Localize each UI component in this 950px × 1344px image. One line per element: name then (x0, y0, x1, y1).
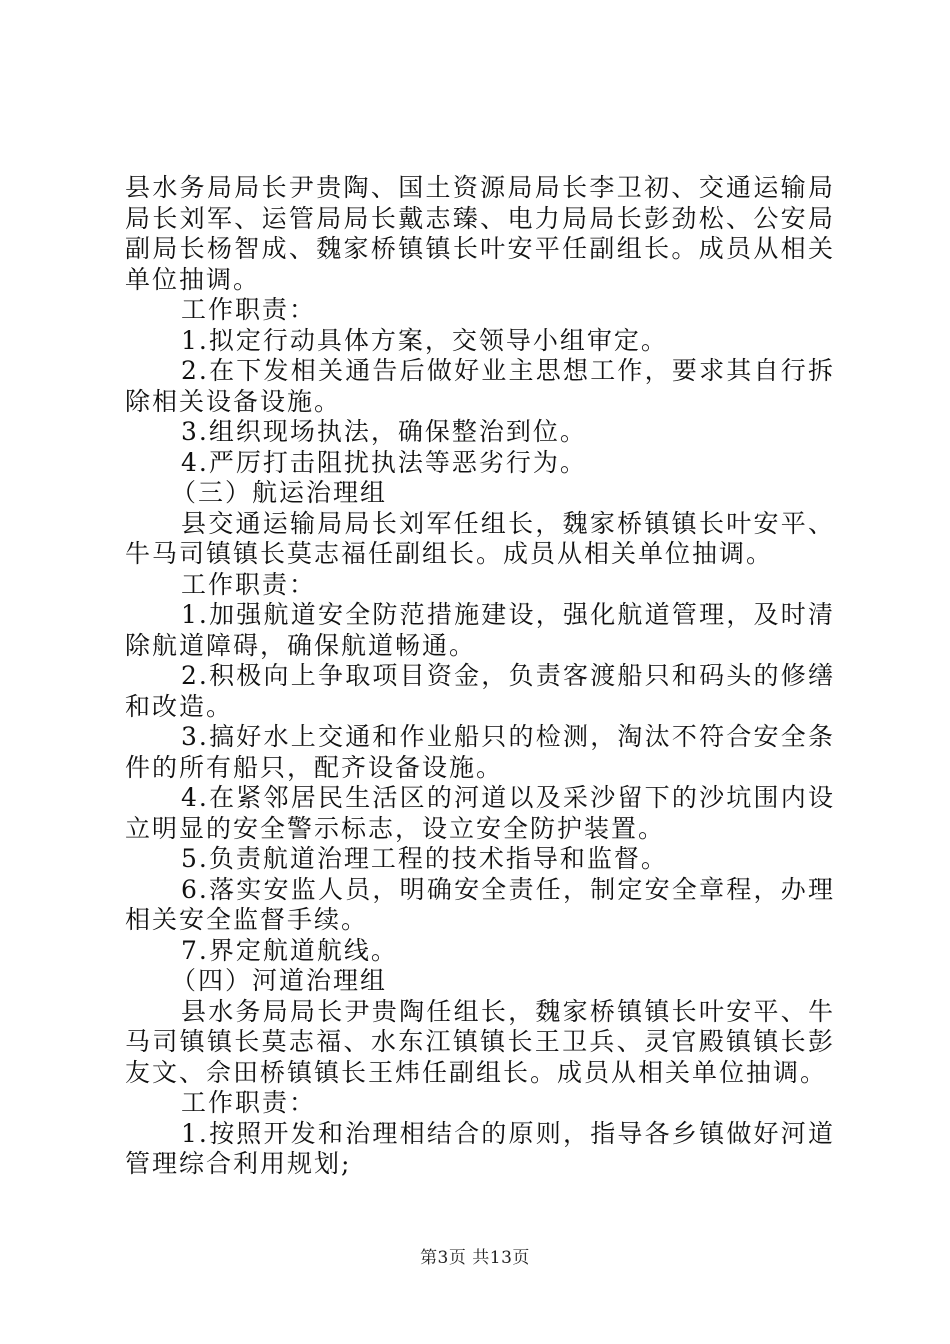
paragraph-duty-item: 3.搞好水上交通和作业船只的检测，淘汰不符合安全条件的所有船只，配齐设备设施。 (125, 722, 835, 782)
paragraph-duty-item: 1.加强航道安全防范措施建设，强化航道管理，及时清除航道障碍，确保航道畅通。 (125, 600, 835, 660)
paragraph-duties-label: 工作职责： (181, 295, 317, 324)
paragraph-duties-label: 工作职责： (181, 1088, 317, 1117)
paragraph-members: 县交通运输局局长刘军任组长，魏家桥镇镇长叶安平、牛马司镇镇长莫志福任副组长。成员从相关单位抽调。 (125, 508, 835, 568)
paragraph-duty-item: 1.拟定行动具体方案，交领导小组审定。 (181, 325, 668, 355)
paragraph-duty-item: 1.按照开发和治理相结合的原则，指导各乡镇做好河道管理综合利用规划; (125, 1118, 835, 1178)
paragraph-duty-item: 2.积极向上争取项目资金，负责客渡船只和码头的修缮和改造。 (125, 661, 835, 721)
paragraph-duty-item: 3.组织现场执法，确保整治到位。 (181, 417, 587, 446)
paragraph-members: 县水务局局长尹贵陶任组长，魏家桥镇镇长叶安平、牛马司镇镇长莫志福、水东江镇镇长王卫兵、灵官殿镇镇长彭友文、佘田桥镇镇长王炜任副组长。成员从相关单位抽调。 (125, 996, 835, 1087)
paragraph-duty-item: 5.负责航道治理工程的技术指导和监督。 (181, 844, 668, 873)
paragraph-duty-item: 7.界定航道航线。 (181, 935, 398, 965)
section-heading-river: （四）河道治理组 (171, 966, 388, 995)
paragraph-duty-item: 4.严厉打击阻扰执法等恶劣行为。 (181, 447, 587, 477)
paragraph-duty-item: 4.在紧邻居民生活区的河道以及采沙留下的沙坑围内设立明显的安全警示标志，设立安全防护装置。 (125, 783, 835, 843)
paragraph-continuation: 县水务局局长尹贵陶、国土资源局局长李卫初、交通运输局局长刘军、运管局局长戴志臻、电力局局长彭劲松、公安局副局长杨智成、魏家桥镇镇长叶安平任副组长。成员从相关单位抽调。 (125, 173, 835, 294)
paragraph-duty-item: 2.在下发相关通告后做好业主思想工作，要求其自行拆除相关设备设施。 (125, 356, 835, 416)
page-number-footer: 第3页 共13页 (420, 1248, 530, 1268)
document-body (125, 173, 835, 1180)
paragraph-duties-label: 工作职责： (181, 569, 317, 599)
section-heading-shipping: （三）航运治理组 (171, 478, 388, 507)
paragraph-duty-item: 6.落实安监人员，明确安全责任，制定安全章程，办理相关安全监督手续。 (125, 874, 835, 934)
